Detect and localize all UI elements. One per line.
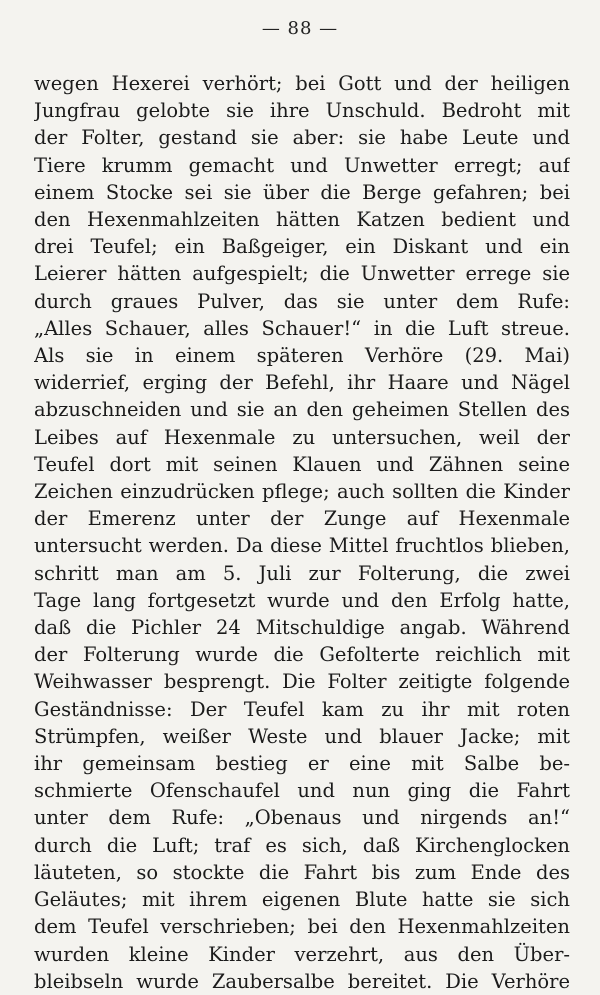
text-line: Zeichen einzudrücken pflege; auch sollten die Kinder bbox=[34, 480, 570, 504]
text-line: Geständnisse: Der Teufel kam zu ihr mit roten bbox=[34, 697, 570, 721]
page-number: — 88 — bbox=[261, 18, 339, 39]
text-line: einem Stocke sei sie über die Berge gefahren; bei bbox=[34, 180, 570, 204]
text-line: der Folter, gestand sie aber: sie habe Leute und bbox=[34, 126, 570, 150]
text-line: durch graues Pulver, das sie unter dem Rufe: bbox=[34, 289, 570, 313]
text-line: schmierte Ofenschaufel und nun ging die Fahrt bbox=[34, 779, 570, 803]
text-line: bleibseln wurde Zaubersalbe bereitet. Die Verhöre bbox=[34, 969, 570, 993]
text-line: „Alles Schauer, alles Schauer!“ in die Luft streue. bbox=[34, 316, 570, 340]
text-line: drei Teufel; ein Baßgeiger, ein Diskant und ein bbox=[34, 235, 570, 259]
text-line: Tiere krumm gemacht und Unwetter erregt; auf bbox=[34, 153, 570, 177]
text-line: widerrief, erging der Befehl, ihr Haare und Nägel bbox=[34, 371, 570, 395]
text-line: Jungfrau gelobte sie ihre Unschuld. Bedroht mit bbox=[34, 99, 570, 123]
text-line: Tage lang fortgesetzt wurde und den Erfolg hatte, bbox=[34, 588, 570, 612]
text-line: schritt man am 5. Juli zur Folterung, die zwei bbox=[34, 561, 570, 585]
text-line: durch die Luft; traf es sich, daß Kirchenglocken bbox=[34, 833, 570, 857]
text-line: Weihwasser besprengt. Die Folter zeitigte folgende bbox=[34, 670, 570, 694]
text-line: läuteten, so stockte die Fahrt bis zum Ende des bbox=[34, 860, 570, 884]
text-line: daß die Pichler 24 Mitschuldige angab. Während bbox=[34, 616, 570, 640]
text-line: wurden kleine Kinder verzehrt, aus den Über- bbox=[34, 942, 570, 966]
text-line: Leibes auf Hexenmale zu untersuchen, weil der bbox=[34, 425, 570, 449]
text-line: Als sie in einem späteren Verhöre (29. Mai) bbox=[34, 344, 570, 368]
text-line: Leierer hätten aufgespielt; die Unwetter errege sie bbox=[34, 262, 570, 286]
text-line: unter dem Rufe: „Obenaus und nirgends an!“ bbox=[34, 806, 570, 830]
body-text bbox=[34, 70, 570, 995]
text-line: untersucht werden. Da diese Mittel fruchtlos blieben, bbox=[34, 534, 570, 558]
text-line: den Hexenmahlzeiten hätten Katzen bedient und bbox=[34, 208, 570, 232]
text-line: abzuschneiden und sie an den geheimen Stellen des bbox=[34, 398, 570, 422]
text-line: dem Teufel verschrieben; bei den Hexenmahlzeiten bbox=[34, 915, 570, 939]
text-line: der Emerenz unter der Zunge auf Hexenmale bbox=[34, 507, 570, 531]
text-line: der Folterung wurde die Gefolterte reichlich mit bbox=[34, 643, 570, 667]
text-line: Geläutes; mit ihrem eigenen Blute hatte sie sich bbox=[34, 888, 570, 912]
text-line: Teufel dort mit seinen Klauen und Zähnen seine bbox=[34, 452, 570, 476]
text-line: wegen Hexerei verhört; bei Gott und der heiligen bbox=[34, 72, 570, 95]
text-line: ihr gemeinsam bestieg er eine mit Salbe be- bbox=[34, 752, 570, 776]
text-line: Strümpfen, weißer Weste und blauer Jacke; mit bbox=[34, 724, 570, 748]
